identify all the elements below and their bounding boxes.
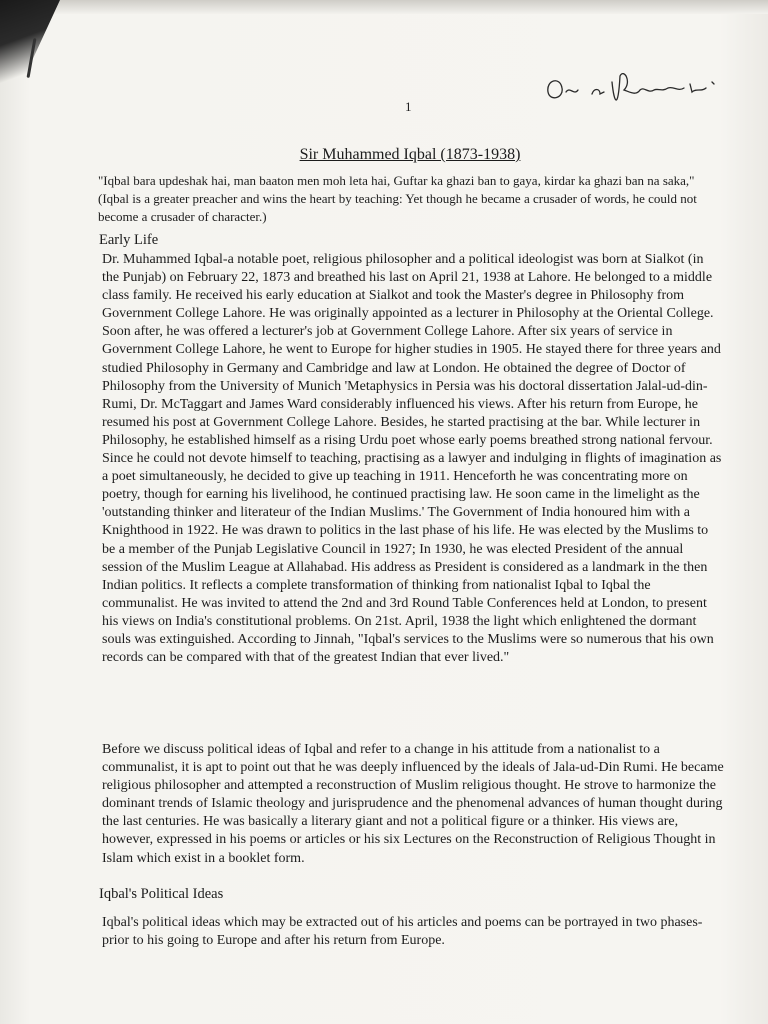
- handwritten-signature: [540, 62, 740, 122]
- page-top-edge: [0, 0, 768, 14]
- paragraph-early-life-1: Dr. Muhammed Iqbal-a notable poet, religious philosopher and a political ideologist was born at Sialkot (in the Punjab) on February 22, 1873 and breathed his last on April 21, 1938 at Lahore. He belonged to a middle class family. He received his early education at Sialkot and took the Master's degree in Philosophy from Government College Lahore. He was originally appointed as a lecturer in Philosophy at the Oriental College. Soon after, he was offered a lecturer's job at Government College Lahore. After six years of service in Government College Lahore, he went to Europe for higher studies in 1905. He stayed there for three years and studied Philosophy in Germany and Cambridge and law at London. He obtained the degree of Doctor of Philosophy from the University of Munich 'Metaphysics in Persia was his doctoral dissertation Jalal-ud-din-Rumi, Dr. McTaggart and James Ward considerably influenced his views. After his return from Europe, he resumed his post at Government College Lahore. Besides, he started practising at the bar. While lecturer in Philosophy, he established himself as a rising Urdu poet whose early poems breathed strong national fervour. Since he could not devote himself to teaching, practising as a lawyer and indulging in flights of imagination as a poet simultaneously, he decided to give up teaching in 1911. Henceforth he was concentrating more on poetry, though for earning his livelihood, he continued practising law. He soon came in the limelight as the 'outstanding thinker and literateur of the Indian Muslims.' The Government of India honoured him with a Knighthood in 1922. He was drawn to politics in the last phase of his life. He was elected by the Muslims to be a member of the Punjab Legislative Council in 1927; In 1930, he was elected President of the annual session of the Muslim League at Allahabad. His address as President is considered as a landmark in the then Indian politics. It reflects a complete transformation of thinking from nationalist Iqbal to Iqbal the communalist. He was invited to attend the 2nd and 3rd Round Table Conferences held at London, to present his views on India's constitutional problems. On 21st. April, 1938 the light which enlightened the dormant souls was extinguished. According to Jinnah, "Iqbal's services to the Muslims were so numerous that his own records can be compared with that of the greatest Indian that ever lived.": [102, 252, 722, 666]
- paragraph-political-ideas-1: Iqbal's political ideas which may be extracted out of his articles and poems can be portrayed in two phases-prior to his going to Europe and after his return from Europe.: [102, 915, 703, 949]
- heading-political-ideas: Iqbal's Political Ideas: [99, 886, 224, 902]
- signature-drawing: [540, 62, 740, 122]
- heading-early-life: Early Life: [99, 232, 159, 248]
- page-title: Sir Muhammed Iqbal (1873-1938): [299, 146, 521, 163]
- opening-quote: "Iqbal bara updeshak hai, man baaton men moh leta hai, Guftar ka ghazi ban to gaya, kirdar ka ghazi ban na saka," (Iqbal is a greater preacher and wins the heart by teaching: Yet though he became a crusader of words, he could not become a crusader of character.): [98, 173, 697, 224]
- paragraph-early-life-2: Before we discuss political ideas of Iqbal and refer to a change in his attitude from a nationalist to a communalist, it is apt to point out that he was deeply influenced by the ideals of Jala-ud-Din Rumi. He became religious philosopher and attempted a reconstruction of Muslim religious thought. He strove to harmonize the dominant trends of Islamic theology and jurisprudence and the phenomenal advances of human thought during the last centuries. He was basically a literary giant and not a political figure or a thinker. His views are, however, expressed in his poems or articles or his six Lectures on the Reconstruction of Religious Thought in Islam which exist in a booklet form.: [102, 742, 724, 866]
- page-number: 1: [405, 99, 412, 114]
